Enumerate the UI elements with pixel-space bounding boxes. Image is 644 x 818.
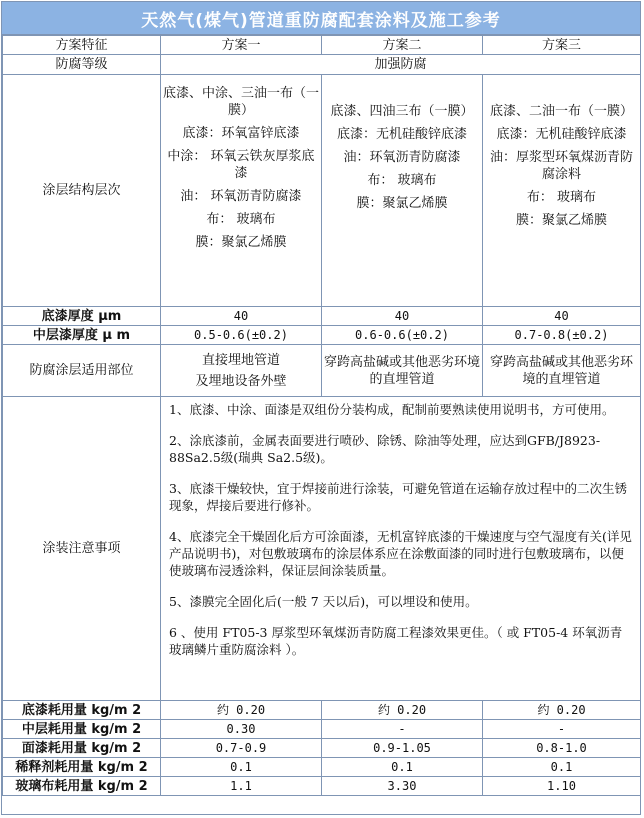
consumption-plan1: 0.1 [161, 758, 322, 777]
consumption-label: 面漆耗用量 kg/m 2 [3, 739, 161, 758]
primer-thickness-plan3: 40 [483, 307, 641, 326]
spec-table [2, 35, 641, 796]
consumption-plan3: - [483, 720, 641, 739]
layers-row [3, 75, 641, 307]
consumption-row [3, 777, 641, 796]
primer-thickness-label: 底漆厚度 μm [3, 307, 161, 326]
application-row [3, 345, 641, 397]
consumption-label: 底漆耗用量 kg/m 2 [3, 701, 161, 720]
application-plan3: 穿跨高盐碱或其他恶劣环境的直埋管道 [483, 345, 641, 397]
notes-label: 涂装注意事项 [3, 397, 161, 701]
consumption-row [3, 720, 641, 739]
note-item: 4、底漆完全干燥固化后方可涂面漆，无机富锌底漆的干燥速度与空气湿度有关(详见产品说明书)，对包敷玻璃布的涂层体系应在涂敷面漆的同时进行包敷玻璃布，以便使玻璃布浸透涂料，保证层间涂装质量。 [169, 529, 632, 578]
header-plan1: 方案一 [161, 36, 322, 55]
consumption-plan3: 0.1 [483, 758, 641, 777]
layer-line: 底漆：无机硅酸锌底漆 [496, 127, 627, 142]
consumption-plan1: 1.1 [161, 777, 322, 796]
consumption-plan2: 约 0.20 [322, 701, 483, 720]
note-item: 2、涂底漆前，金属表面要进行喷砂、除锈、除油等处理，应达到GFB/J8923-88Sa2.5级(瑞典 Sa2.5级)。 [169, 433, 601, 465]
mid-thickness-plan2: 0.6-0.6(±0.2) [322, 326, 483, 345]
grade-label: 防腐等级 [3, 55, 161, 75]
layer-line: 布： 玻璃布 [206, 212, 276, 227]
layer-line: 膜：聚氯乙烯膜 [515, 213, 607, 228]
layer-line: 油：环氧沥青防腐漆 [343, 150, 461, 165]
primer-thickness-plan2: 40 [322, 307, 483, 326]
notes-row [3, 397, 641, 701]
layer-line: 底漆：环氧富锌底漆 [182, 126, 300, 141]
layer-line: 油： 环氧沥青防腐漆 [180, 189, 302, 204]
layer-line: 布： 玻璃布 [526, 190, 597, 205]
layer-line: 布： 玻璃布 [367, 173, 437, 188]
header-feature: 方案特征 [3, 36, 161, 55]
consumption-label: 中层耗用量 kg/m 2 [3, 720, 161, 739]
application-line: 及埋地设备外壁 [195, 373, 287, 389]
consumption-plan1: 0.7-0.9 [161, 739, 322, 758]
layer-line: 底漆：无机硅酸锌底漆 [336, 127, 467, 142]
layer-line: 底漆、四油三布（一膜） [330, 104, 474, 119]
layers-plan1 [161, 75, 322, 307]
consumption-row [3, 739, 641, 758]
layer-line: 中涂： 环氧云铁灰厚浆底漆 [167, 149, 315, 181]
grade-row [3, 55, 641, 75]
notes-body [161, 397, 641, 701]
note-item: 5、漆膜完全固化后(一般 7 天以后)，可以埋设和使用。 [169, 594, 478, 609]
consumption-plan2: 0.1 [322, 758, 483, 777]
consumption-plan3: 约 0.20 [483, 701, 641, 720]
consumption-plan2: - [322, 720, 483, 739]
note-item: 3、底漆干燥较快，宜于焊接前进行涂装，可避免管道在运输存放过程中的二次生锈现象，焊接后要进行修补。 [169, 481, 627, 513]
header-plan2: 方案二 [322, 36, 483, 55]
primer-thickness-row [3, 307, 641, 326]
consumption-row [3, 701, 641, 720]
layer-line: 底漆、中涂、三油一布（一膜） [163, 86, 320, 118]
consumption-plan3: 0.8-1.0 [483, 739, 641, 758]
grade-value: 加强防腐 [161, 55, 641, 75]
layer-line: 膜：聚氯乙烯膜 [195, 235, 287, 250]
mid-thickness-plan3: 0.7-0.8(±0.2) [483, 326, 641, 345]
layers-label: 涂层结构层次 [3, 75, 161, 307]
application-plan2: 穿跨高盐碱或其他恶劣环境的直埋管道 [322, 345, 483, 397]
layers-plan3 [483, 75, 641, 307]
layer-line: 膜：聚氯乙烯膜 [356, 196, 448, 211]
header-plan3: 方案三 [483, 36, 641, 55]
layer-line: 油：厚浆型环氧煤沥青防腐涂料 [489, 150, 633, 182]
mid-thickness-row [3, 326, 641, 345]
consumption-plan1: 约 0.20 [161, 701, 322, 720]
note-item: 6 、使用 FT05-3 厚浆型环氧煤沥青防腐工程漆效果更佳。（ 或 FT05-4 环氧沥青玻璃鳞片重防腐涂料 ）。 [169, 625, 623, 657]
consumption-label: 稀释剂耗用量 kg/m 2 [3, 758, 161, 777]
mid-thickness-label: 中层漆厚度 μ m [3, 326, 161, 345]
application-line: 直接埋地管道 [201, 352, 280, 368]
primer-thickness-plan1: 40 [161, 307, 322, 326]
application-plan1 [161, 345, 322, 397]
sheet-title: 天然气(煤气)管道重防腐配套涂料及施工参考 [2, 2, 640, 35]
header-row [3, 36, 641, 55]
consumption-plan2: 0.9-1.05 [322, 739, 483, 758]
spec-sheet [1, 1, 641, 815]
consumption-plan2: 3.30 [322, 777, 483, 796]
layers-plan2 [322, 75, 483, 307]
application-label: 防腐涂层适用部位 [3, 345, 161, 397]
consumption-row [3, 758, 641, 777]
consumption-plan1: 0.30 [161, 720, 322, 739]
note-item: 1、底漆、中涂、面漆是双组份分装构成，配制前要熟读使用说明书，方可使用。 [169, 402, 615, 417]
consumption-plan3: 1.10 [483, 777, 641, 796]
layer-line: 底漆、二油一布（一膜） [489, 104, 633, 119]
mid-thickness-plan1: 0.5-0.6(±0.2) [161, 326, 322, 345]
consumption-label: 玻璃布耗用量 kg/m 2 [3, 777, 161, 796]
